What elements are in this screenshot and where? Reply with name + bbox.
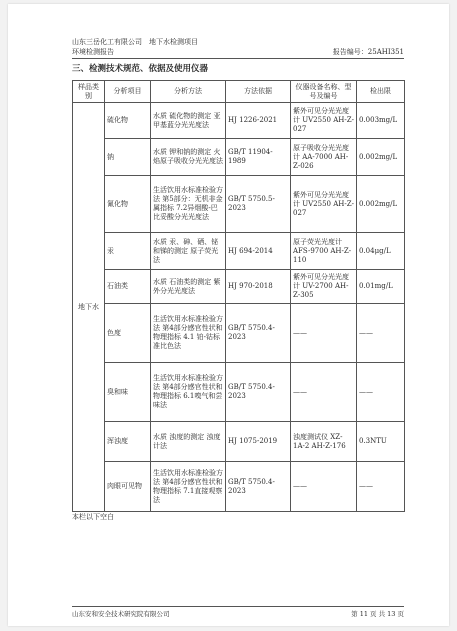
- instrument: ——: [291, 304, 357, 363]
- instrument: ——: [291, 363, 357, 422]
- detection-limit: 0.04μg/L: [357, 233, 405, 270]
- footer-divider: [72, 606, 404, 607]
- detection-limit: ——: [357, 462, 405, 512]
- detection-limit: 0.003mg/L: [357, 103, 405, 139]
- method-basis: HJ 1075-2019: [226, 422, 291, 462]
- header-method-basis: 方法依据: [226, 81, 291, 103]
- analysis-method: 水质 浊度的测定 浊度计法: [151, 422, 226, 462]
- table-row: [73, 422, 405, 462]
- analysis-item: 浑浊度: [105, 422, 151, 462]
- detection-limit: ——: [357, 363, 405, 422]
- analysis-item: 硫化物: [105, 103, 151, 139]
- method-basis: HJ 970-2018: [226, 270, 291, 304]
- analysis-method: 水质 石油类的测定 紫外分光光度法: [151, 270, 226, 304]
- header-analysis-method: 分析方法: [151, 81, 226, 103]
- analysis-item: 色度: [105, 304, 151, 363]
- analysis-item: 氰化物: [105, 176, 151, 233]
- method-basis: GB/T 11904-1989: [226, 139, 291, 176]
- instrument: 原子吸收分光光度计 AA-7000 AH-Z-026: [291, 139, 357, 176]
- detection-limit: 0.002mg/L: [357, 139, 405, 176]
- method-basis: GB/T 5750.5-2023: [226, 176, 291, 233]
- analysis-method: 生活饮用水标准检验方法 第4部分感官性状和物理指标 7.1直接观察法: [151, 462, 226, 512]
- analysis-method: 水质 汞、砷、硒、铋和锑的测定 原子荧光法: [151, 233, 226, 270]
- analysis-method: 生活饮用水标准检验方法 第5部分：无机非金属指标 7.2异烟酸-巴比妥酸分光光度法: [151, 176, 226, 233]
- instrument: 紫外可见分光光度计 UV2550 AH-Z-027: [291, 103, 357, 139]
- detection-limit: 0.002mg/L: [357, 176, 405, 233]
- instrument: 原子荧光光度计 AFS-9700 AH-Z-110: [291, 233, 357, 270]
- analysis-item: 肉眼可见物: [105, 462, 151, 512]
- table-row: [73, 270, 405, 304]
- method-basis: HJ 694-2014: [226, 233, 291, 270]
- method-basis: HJ 1226-2021: [226, 103, 291, 139]
- footer-company: 山东安和安全技术研究院有限公司: [72, 610, 170, 618]
- methods-table: [72, 80, 405, 512]
- method-basis: GB/T 5750.4-2023: [226, 462, 291, 512]
- table-row: [73, 176, 405, 233]
- sample-category-cell: 地下水: [73, 103, 105, 512]
- page-number: 第 11 页 共 13 页: [351, 610, 404, 618]
- header-divider: [72, 58, 404, 59]
- header-sample-category: 样品类别: [73, 81, 105, 103]
- method-basis: GB/T 5750.4-2023: [226, 304, 291, 363]
- analysis-method: 生活饮用水标准检验方法 第4部分感官性状和物理指标 4.1 铂-钴标准比色法: [151, 304, 226, 363]
- table-row: [73, 462, 405, 512]
- report-number: 报告编号：25AHI351: [332, 48, 404, 56]
- analysis-method: 水质 钾和钠的测定 火焰原子吸收分光光度法: [151, 139, 226, 176]
- table-row: [73, 103, 405, 139]
- analysis-item: 钠: [105, 139, 151, 176]
- detection-limit: 0.01mg/L: [357, 270, 405, 304]
- header-detection-limit: 检出限: [357, 81, 405, 103]
- analysis-method: 生活饮用水标准检验方法 第4部分感官性状和物理指标 6.1嗅气和尝味法: [151, 363, 226, 422]
- instrument: 浊度测试仪 XZ-1A-2 AH-Z-176: [291, 422, 357, 462]
- header-analysis-item: 分析项目: [105, 81, 151, 103]
- header-company-project: 山东三岳化工有限公司 地下水检测项目: [72, 38, 198, 46]
- end-of-table-note: 本栏以下空白: [72, 513, 114, 521]
- analysis-method: 水质 硫化物的测定 亚甲基蓝分光光度法: [151, 103, 226, 139]
- instrument: 紫外可见分光光度计 UV-2700 AH-Z-305: [291, 270, 357, 304]
- table-row: [73, 233, 405, 270]
- analysis-item: 臭和味: [105, 363, 151, 422]
- detection-limit: ——: [357, 304, 405, 363]
- report-page: [8, 4, 449, 626]
- method-basis: GB/T 5750.4-2023: [226, 363, 291, 422]
- instrument: ——: [291, 462, 357, 512]
- detection-limit: 0.3NTU: [357, 422, 405, 462]
- table-row: [73, 139, 405, 176]
- header-report-type: 环境检测报告: [72, 48, 114, 56]
- section-title: 三、检测技术规范、依据及使用仪器: [72, 64, 209, 74]
- analysis-item: 石油类: [105, 270, 151, 304]
- table-row: [73, 304, 405, 363]
- analysis-item: 汞: [105, 233, 151, 270]
- header-instrument: 仪器设备名称、型号及编号: [291, 81, 357, 103]
- table-row: [73, 363, 405, 422]
- table-header-row: [73, 81, 405, 103]
- instrument: 紫外可见分光光度计 UV2550 AH-Z-027: [291, 176, 357, 233]
